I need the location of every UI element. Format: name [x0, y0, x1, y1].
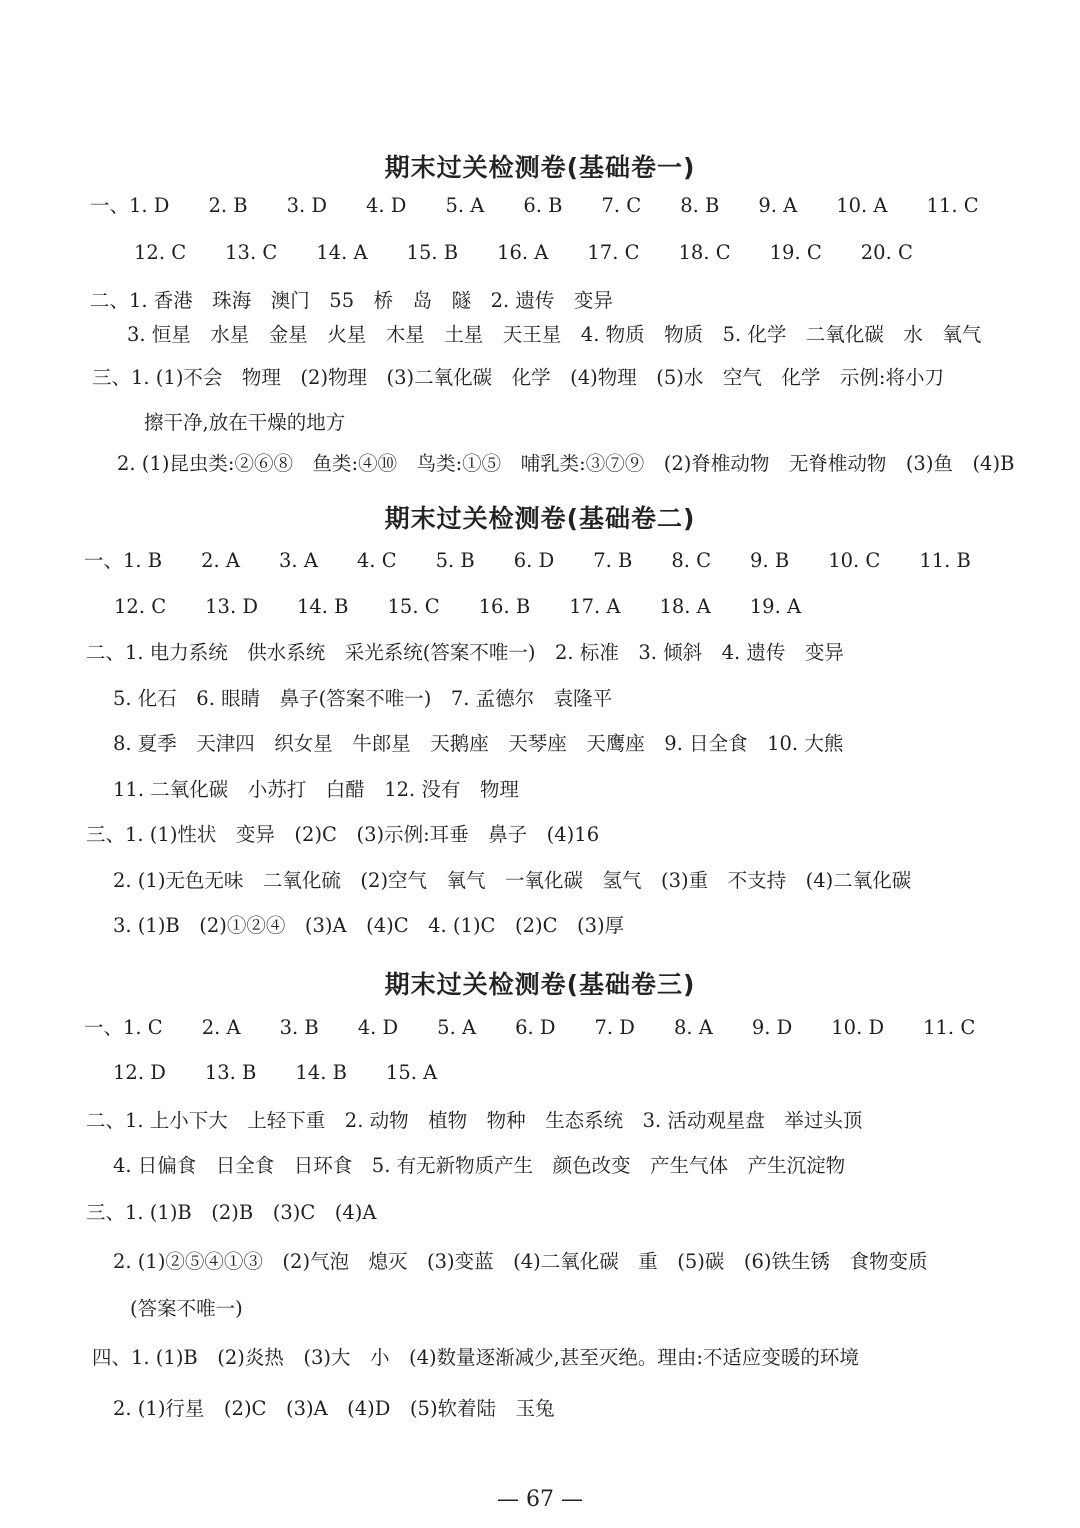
test1-line-6: 擦干净,放在干燥的地方 — [144, 411, 346, 434]
test2-line-9: 3. (1)B (2)①②④ (3)A (4)C 4. (1)C (2)C (3)厚 — [113, 914, 625, 937]
test3-line-9: 2. (1)行星 (2)C (3)A (4)D (5)软着陆 玉兔 — [113, 1397, 555, 1420]
page-number: — 67 — — [497, 1487, 583, 1512]
test2-line-1: 一、1. B 2. A 3. A 4. C 5. B 6. D 7. B 8. C 9. B 10. C 11. B — [84, 549, 971, 572]
test3-line-3: 二、1. 上小下大 上轻下重 2. 动物 植物 物种 生态系统 3. 活动观星盘 举过头顶 — [86, 1109, 863, 1132]
test1-line-7: 2. (1)昆虫类:②⑥⑧ 鱼类:④⑩ 鸟类:①⑤ 哺乳类:③⑦⑨ (2)脊椎动物 无脊椎动物 (3)鱼 (4)B — [117, 452, 1015, 475]
test3-line-6: 2. (1)②⑤④①③ (2)气泡 熄灭 (3)变蓝 (4)二氧化碳 重 (5)碳 (6)铁生锈 食物变质 — [113, 1250, 928, 1273]
test-title-3: 期末过关检测卷(基础卷三) — [384, 970, 696, 999]
test3-line-5: 三、1. (1)B (2)B (3)C (4)A — [86, 1201, 377, 1224]
test1-line-3: 二、1. 香港 珠海 澳门 55 桥 岛 隧 2. 遗传 变异 — [90, 289, 613, 312]
test1-line-5: 三、1. (1)不会 物理 (2)物理 (3)二氧化碳 化学 (4)物理 (5)水 空气 化学 示例:将小刀 — [92, 366, 944, 389]
test3-line-2: 12. D 13. B 14. B 15. A — [113, 1061, 438, 1084]
test1-line-2: 12. C 13. C 14. A 15. B 16. A 17. C 18. C 19. C 20. C — [134, 241, 913, 264]
test1-line-1: 一、1. D 2. B 3. D 4. D 5. A 6. B 7. C 8. B 9. A 10. A 11. C — [90, 194, 979, 217]
test2-line-8: 2. (1)无色无味 二氧化硫 (2)空气 氧气 一氧化碳 氢气 (3)重 不支持 (4)二氧化碳 — [113, 869, 912, 892]
test1-line-4: 3. 恒星 水星 金星 火星 木星 土星 天王星 4. 物质 物质 5. 化学 二氧化碳 水 氧气 — [127, 323, 982, 346]
test2-line-7: 三、1. (1)性状 变异 (2)C (3)示例:耳垂 鼻子 (4)16 — [86, 823, 600, 846]
test2-line-2: 12. C 13. D 14. B 15. C 16. B 17. A 18. A 19. A — [114, 595, 802, 618]
test2-line-5: 8. 夏季 天津四 织女星 牛郎星 天鹅座 天琴座 天鹰座 9. 日全食 10. 大熊 — [113, 732, 844, 755]
test3-line-1: 一、1. C 2. A 3. B 4. D 5. A 6. D 7. D 8. A 9. D 10. D 11. C — [84, 1016, 976, 1039]
test2-line-3: 二、1. 电力系统 供水系统 采光系统(答案不唯一) 2. 标准 3. 倾斜 4. 遗传 变异 — [86, 641, 844, 664]
test3-line-8: 四、1. (1)B (2)炎热 (3)大 小 (4)数量逐渐减少,甚至灭绝。理由:不适应变暖的环境 — [92, 1346, 859, 1369]
test3-line-7: (答案不唯一) — [130, 1297, 243, 1320]
test-title-2: 期末过关检测卷(基础卷二) — [384, 504, 696, 533]
test2-line-4: 5. 化石 6. 眼睛 鼻子(答案不唯一) 7. 孟德尔 袁隆平 — [113, 687, 613, 710]
test2-line-6: 11. 二氧化碳 小苏打 白醋 12. 没有 物理 — [113, 778, 519, 801]
test-title-1: 期末过关检测卷(基础卷一) — [384, 153, 696, 182]
test3-line-4: 4. 日偏食 日全食 日环食 5. 有无新物质产生 颜色改变 产生气体 产生沉淀物 — [113, 1154, 846, 1177]
